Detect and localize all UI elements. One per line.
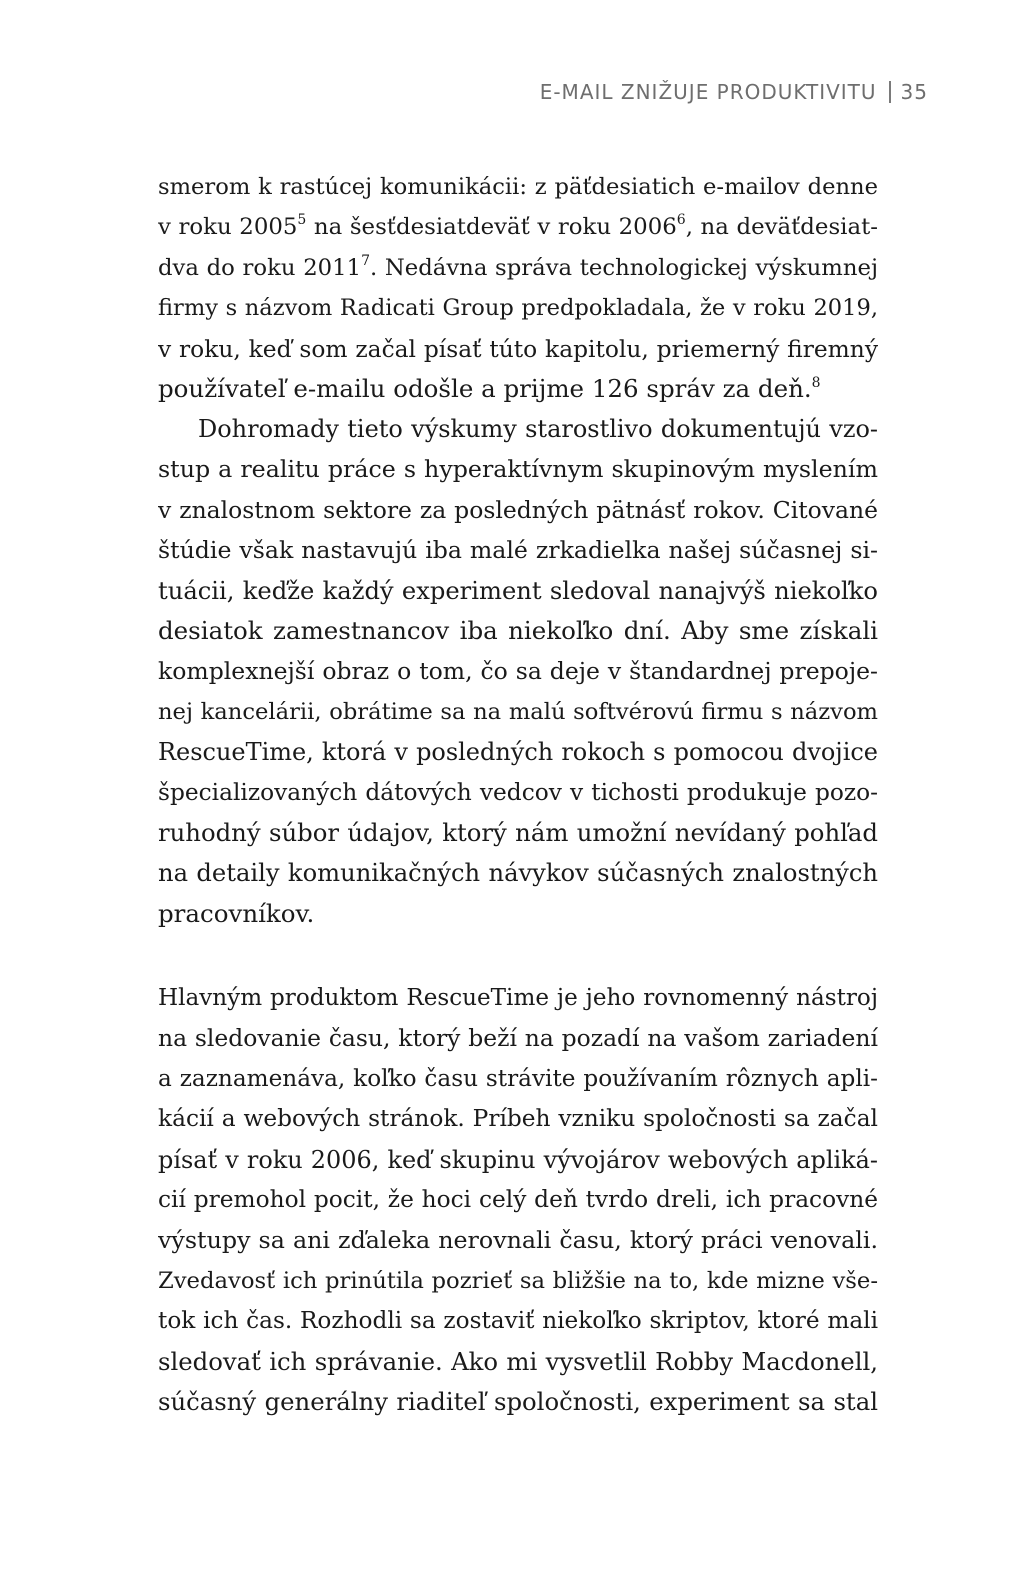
text-line: na detaily komunikačných návykov súčasných znalostných [158,859,878,888]
footnote-ref: 7 [361,252,370,269]
footnote-ref: 6 [676,212,686,229]
footnote-ref: 8 [811,374,821,391]
running-header [540,78,928,106]
text-line: a zaznamenáva, koľko času strávite používaním rôznych apli- [158,1065,878,1092]
text-line: v roku 2005$^5$ na šesťdesiatdeväť v roku 2006$^6$, na deväťdesiat- [158,212,878,241]
text-line: tuácii, keďže každý experiment sledoval nanajvýš niekoľko [158,576,878,605]
text-line: v roku, keď som začal písať túto kapitolu, priemerný firemný [158,334,878,363]
text-line: Hlavným produktom RescueTime je jeho rovnomenný nástroj [158,985,878,1011]
text-line: Zvedavosť ich prinútila pozrieť sa bližšie na to, kde mizne vše- [158,1267,878,1294]
text-line: výstupy sa ani zďaleka nerovnali času, ktorý práci venovali. [158,1226,878,1255]
text-line: stup a realitu práce s hyperaktívnym skupinovým myslením [158,455,878,484]
paragraph-2 [158,409,878,934]
text-line: cií premohol pocit, že hoci celý deň tvrdo dreli, ich pracovné [158,1185,878,1213]
text-line: súčasný generálny riaditeľ spoločnosti, experiment sa stal [158,1386,878,1416]
paragraph-3 [158,978,878,1422]
paragraph-1 [158,167,878,409]
header-separator [889,81,891,103]
running-title: E-MAIL ZNIŽUJE PRODUKTIVITU [539,80,877,104]
text-line: pracovníkov. [158,898,315,928]
page-number: 35 [900,80,928,104]
text-line: komplexnejší obraz o tom, čo sa deje v štandardnej prepoje- [158,657,878,686]
text-line: sledovať ich správanie. Ako mi vysvetlil Robby Macdonell, [158,1346,878,1376]
footnote-ref: 5 [297,212,307,229]
text-line: Dohromady tieto výskumy starostlivo dokumentujú vzo- [198,415,878,443]
text-line: nej kancelárii, obrátime sa na malú softvérovú firmu s názvom [158,698,878,725]
text-line: ruhodný súbor údajov, ktorý nám umožní nevídaný pohľad [158,817,878,847]
text-line: používateľ e-mailu odošle a prijme 126 správ za deň.$^8$ [158,373,821,403]
text-line: štúdie však nastavujú iba malé zrkadielka našej súčasnej si- [158,536,878,565]
text-line: kácií a webových stránok. Príbeh vzniku spoločnosti sa začal [158,1105,878,1133]
text-line: na sledovanie času, ktorý beží na pozadí na vašom zariadení [158,1024,878,1053]
text-line: desiatok zamestnancov iba niekoľko dní. Aby sme získali [158,615,878,645]
text-line: písať v roku 2006, keď skupinu vývojárov webových apliká- [158,1145,878,1174]
text-line: firmy s názvom Radicati Group predpokladala, že v roku 2019, [158,295,878,322]
text-line: špecializovaných dátových vedcov v tichosti produkuje pozo- [158,778,878,806]
text-line: dva do roku 2011$^7$. Nedávna správa technologickej výskumnej [158,252,878,281]
text-line: tok ich čas. Rozhodli sa zostaviť niekoľko skriptov, ktoré mali [158,1307,878,1335]
text-line: RescueTime, ktorá v posledných rokoch s pomocou dvojice [158,738,878,767]
text-line: v znalostnom sektore za posledných pätnásť rokov. Citované [158,495,878,524]
text-line: smerom k rastúcej komunikácii: z päťdesiatich e-mailov denne [158,174,878,200]
